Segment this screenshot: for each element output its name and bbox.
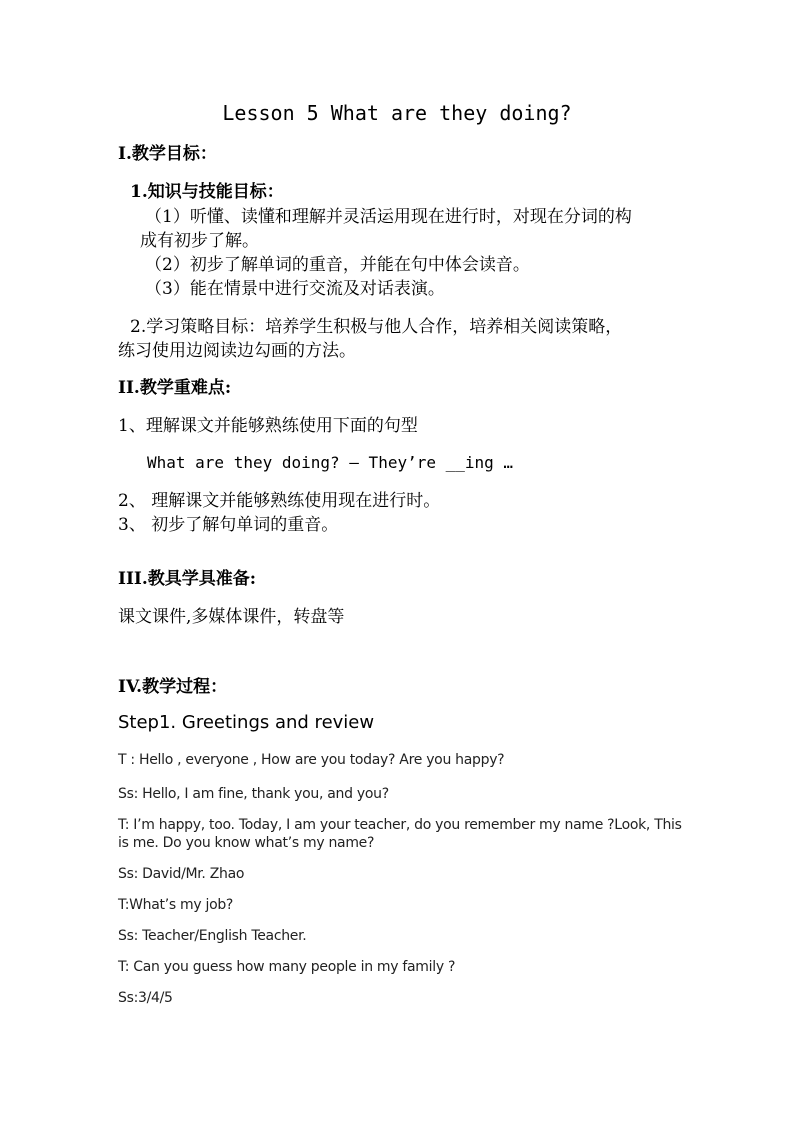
- objectives-heading: I.教学目标：: [118, 144, 217, 164]
- key-point-1: 1、理解课文并能够熟练使用下面的句型: [118, 416, 418, 436]
- materials-heading: III.教具学具准备:: [118, 569, 257, 589]
- strategy-line-1: 2.学习策略目标：培养学生积极与他人合作，培养相关阅读策略，: [130, 317, 623, 337]
- knowledge-item-1-line-2: 成有初步了解。: [140, 231, 259, 251]
- dialogue-line: T : Hello , everyone , How are you today? Are you happy?: [118, 752, 505, 768]
- dialogue-line: T: Can you guess how many people in my family ?: [118, 959, 456, 975]
- dialogue-line: Ss: Hello, I am fine, thank you, and you?: [118, 786, 389, 802]
- key-point-2: 2、 理解课文并能够熟练使用现在进行时。: [118, 491, 441, 511]
- key-point-3: 3、 初步了解句单词的重音。: [118, 515, 339, 535]
- key-sentence: What are they doing? – They’re __ing …: [147, 453, 514, 472]
- page-title: Lesson 5 What are they doing?: [222, 101, 572, 125]
- materials-content: 课文课件,多媒体课件，转盘等: [118, 607, 345, 627]
- knowledge-heading: 1.知识与技能目标：: [130, 182, 284, 202]
- strategy-line-2: 练习使用边阅读边勾画的方法。: [118, 341, 356, 361]
- step-1-heading: Step1. Greetings and review: [118, 712, 375, 733]
- dialogue-line: Ss: David/Mr. Zhao: [118, 866, 245, 882]
- dialogue-line: T: I’m happy, too. Today, I am your teacher, do you remember my name ?Look, This: [118, 817, 682, 833]
- knowledge-item-3: （3）能在情景中进行交流及对话表演。: [145, 279, 445, 299]
- dialogue-line: is me. Do you know what’s my name?: [118, 835, 375, 851]
- dialogue-line: Ss: Teacher/English Teacher.: [118, 928, 307, 944]
- process-heading: IV.教学过程：: [118, 677, 228, 697]
- key-points-heading: II.教学重难点:: [118, 378, 232, 398]
- dialogue-line: T:What’s my job?: [118, 897, 234, 913]
- dialogue-line: Ss:3/4/5: [118, 990, 173, 1006]
- knowledge-item-1-line-1: （1）听懂、读懂和理解并灵活运用现在进行时，对现在分词的构: [145, 207, 632, 227]
- knowledge-item-2: （2）初步了解单词的重音，并能在句中体会读音。: [145, 255, 530, 275]
